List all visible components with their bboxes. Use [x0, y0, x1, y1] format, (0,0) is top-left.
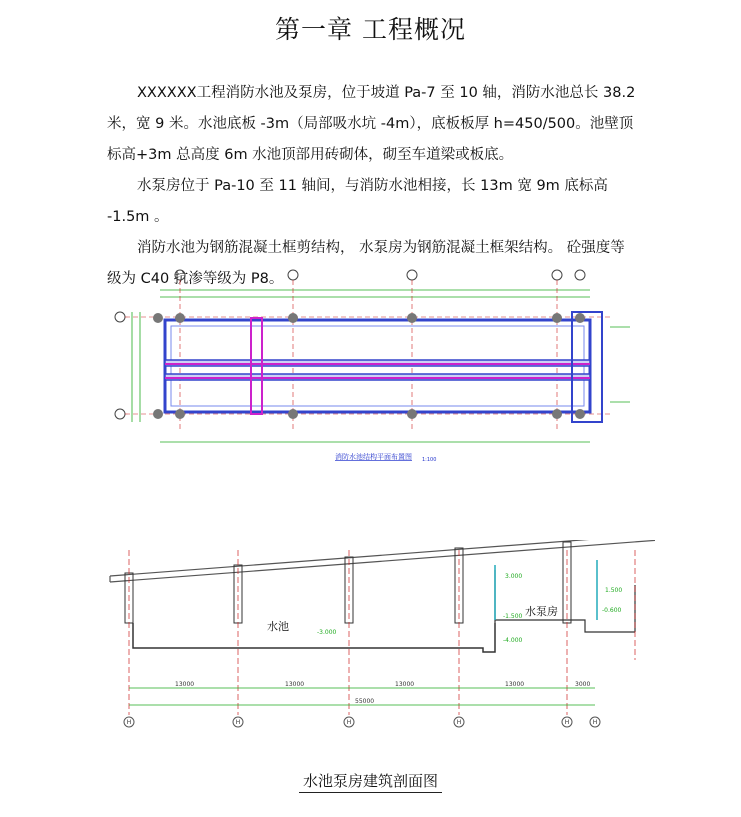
- axis-label-5: H: [564, 719, 570, 726]
- dim-total: 55000: [355, 698, 375, 705]
- pool-level: -3.000: [317, 629, 337, 636]
- axis-label-2: H: [235, 719, 241, 726]
- pit-level: -4.000: [503, 637, 523, 644]
- pump-level-a: -1.500: [503, 613, 523, 620]
- axis-label-1: H: [126, 719, 132, 726]
- dim-4: 13000: [505, 681, 525, 688]
- top-level-a: 3.000: [505, 573, 523, 580]
- plan-caption: 消防水池结构平面布置图: [335, 453, 412, 461]
- pool-section-drawing: [105, 540, 655, 740]
- axis-label-6: H: [592, 719, 598, 726]
- pool-plan-drawing: [110, 262, 630, 472]
- chapter-title: 第一章 工程概况: [275, 15, 466, 44]
- pump-level-b: -0.600: [602, 607, 622, 614]
- plan-scale: 1:100: [422, 457, 437, 463]
- top-level-b: 1.500: [605, 587, 623, 594]
- dim-3: 13000: [395, 681, 415, 688]
- dim-1: 13000: [175, 681, 195, 688]
- paragraph-3: 消防水池为钢筋混凝土框剪结构， 水泵房为钢筋混凝土框架结构。 砼强度等级为 C40 抗渗等级为 P8。: [107, 240, 625, 287]
- dim-2: 13000: [285, 681, 305, 688]
- paragraph-2: 水泵房位于 Pa-10 至 11 轴间，与消防水池相接，长 13m 宽 9m 底标高 -1.5m 。: [107, 178, 608, 225]
- axis-label-3: H: [346, 719, 352, 726]
- paragraph-1: XXXXXX工程消防水池及泵房，位于坡道 Pa-7 至 10 轴，消防水池总长 38.2 米，宽 9 米。水池底板 -3m（局部吸水坑 -4m），底板板厚 h=450/500。池壁顶标高+3m 总高度 6m 水池顶部用砖砌体，砌至车道梁或板底。: [107, 85, 636, 163]
- dim-5: 3000: [575, 681, 591, 688]
- pump-room-label: 水泵房: [525, 605, 558, 618]
- axis-label-4: H: [456, 719, 462, 726]
- figure-caption-text: 水池泵房建筑剖面图: [299, 772, 442, 793]
- figure-caption: [0, 770, 741, 791]
- pool-label: 水池: [267, 620, 289, 633]
